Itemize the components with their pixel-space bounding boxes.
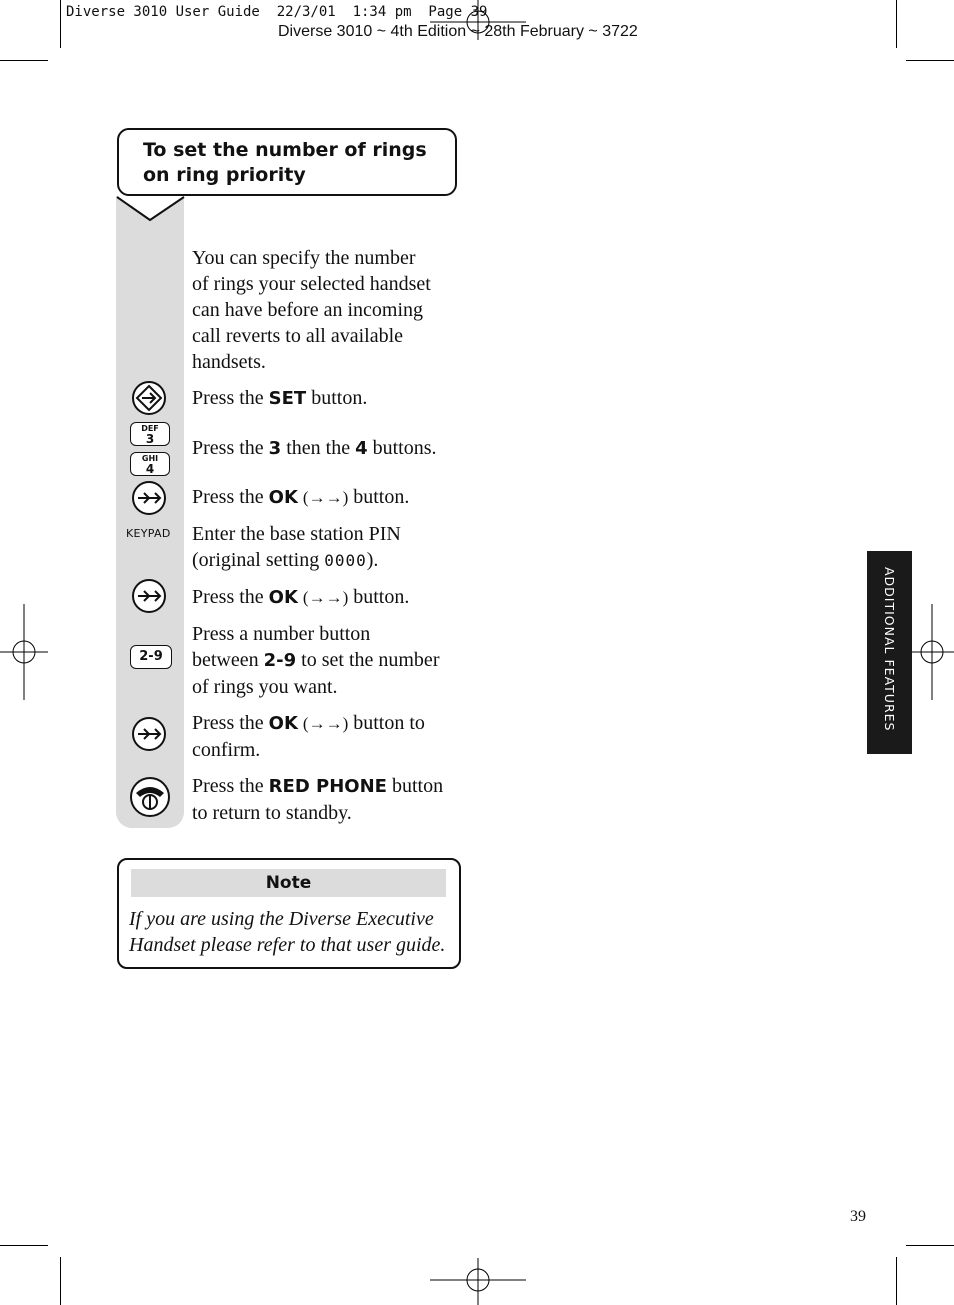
step-ok-1 (192, 484, 409, 511)
note-line: Handset please refer to that user guide. (129, 934, 446, 956)
step-keys-3-4 (192, 435, 437, 462)
section-side-tab (867, 551, 912, 754)
key-name: OK (268, 713, 298, 734)
step-text: confirm. (192, 739, 261, 761)
key-3-icon (130, 422, 170, 446)
step-ok-confirm (192, 710, 425, 763)
registration-mark-top (430, 0, 526, 40)
key-name: 2-9 (263, 650, 297, 671)
step-text: Press the (192, 387, 269, 409)
step-enter-pin (192, 521, 401, 574)
crop-mark (0, 60, 48, 61)
key-name: 4 (355, 438, 368, 459)
page-number: 39 (850, 1208, 866, 1225)
registration-mark-bottom (430, 1258, 526, 1305)
step-text: (original setting (192, 549, 325, 571)
step-text: Press the (192, 437, 269, 459)
step-text: then the (281, 437, 356, 459)
ok-button-icon (131, 716, 167, 752)
crop-mark (896, 1257, 897, 1305)
step-text: Enter the base station PIN (192, 523, 401, 545)
key-digit: 3 (145, 432, 155, 446)
ok-arrows: (→→) (302, 714, 349, 733)
intro-line: You can specify the number (192, 247, 416, 269)
side-tab-label: ADDITIONAL FEATURES (882, 567, 897, 732)
step-text: between (192, 649, 264, 671)
key-name: OK (268, 487, 298, 508)
intro-line: handsets. (192, 351, 266, 373)
step-text: Press a number button (192, 623, 371, 645)
intro-line: can have before an incoming (192, 299, 424, 321)
intro-paragraph (192, 245, 431, 375)
ok-arrows: (→→) (302, 488, 349, 507)
note-header: Note (131, 869, 446, 897)
note-text (129, 906, 445, 958)
step-text: ). (366, 549, 379, 571)
key-4-icon (130, 452, 170, 476)
ok-button-icon (131, 578, 167, 614)
step-text: of rings you want. (192, 676, 338, 698)
key-name: 3 (268, 438, 282, 459)
title-pointer (116, 196, 186, 222)
key-letters: DEF (141, 424, 159, 433)
crop-mark (60, 0, 61, 48)
red-phone-icon (129, 776, 171, 818)
section-title: To set the number of rings on ring priority (143, 139, 427, 186)
edition-line: Diverse 3010 ~ 4th Edition ~ 28th February ~ 3722 (278, 23, 638, 40)
ok-arrows: (→→) (302, 588, 349, 607)
step-text: to set the number (296, 649, 440, 671)
step-set (192, 385, 367, 412)
crop-mark (906, 60, 954, 61)
step-text: to return to standby. (192, 802, 352, 824)
set-button-icon (131, 380, 167, 416)
step-ok-2 (192, 584, 409, 611)
key-name: SET (268, 388, 307, 409)
key-name: OK (268, 587, 298, 608)
crop-mark (906, 1245, 954, 1246)
keypad-label: KEYPAD (126, 527, 171, 540)
step-text: Press the (192, 775, 269, 797)
crop-mark (896, 0, 897, 48)
crop-mark (0, 1245, 48, 1246)
step-choose-rings (192, 621, 439, 700)
registration-mark-right (906, 604, 954, 700)
step-text: button. (348, 586, 410, 608)
step-text: button. (348, 486, 410, 508)
step-text: button. (306, 387, 368, 409)
key-letters: GHI (141, 454, 159, 463)
intro-line: call reverts to all available (192, 325, 404, 347)
step-text: buttons. (367, 437, 437, 459)
note-box (117, 858, 461, 969)
print-slug: Diverse 3010 User Guide 22/3/01 1:34 pm Page 39 (66, 4, 488, 20)
step-text: button to (348, 712, 425, 734)
pin-value: 0000 (324, 551, 367, 570)
range-key-icon: 2-9 (130, 645, 172, 669)
key-digit: 4 (145, 462, 155, 476)
step-text: Press the (192, 712, 269, 734)
section-title-box (117, 128, 457, 196)
step-text: Press the (192, 486, 269, 508)
intro-line: of rings your selected handset (192, 273, 431, 295)
ok-button-icon (131, 480, 167, 516)
key-name: RED PHONE (268, 776, 387, 797)
step-text: button (386, 775, 444, 797)
note-line: If you are using the Diverse Executive (129, 908, 434, 930)
crop-mark (60, 1257, 61, 1305)
registration-mark-left (0, 604, 48, 700)
step-text: Press the (192, 586, 269, 608)
step-red-phone (192, 773, 443, 826)
